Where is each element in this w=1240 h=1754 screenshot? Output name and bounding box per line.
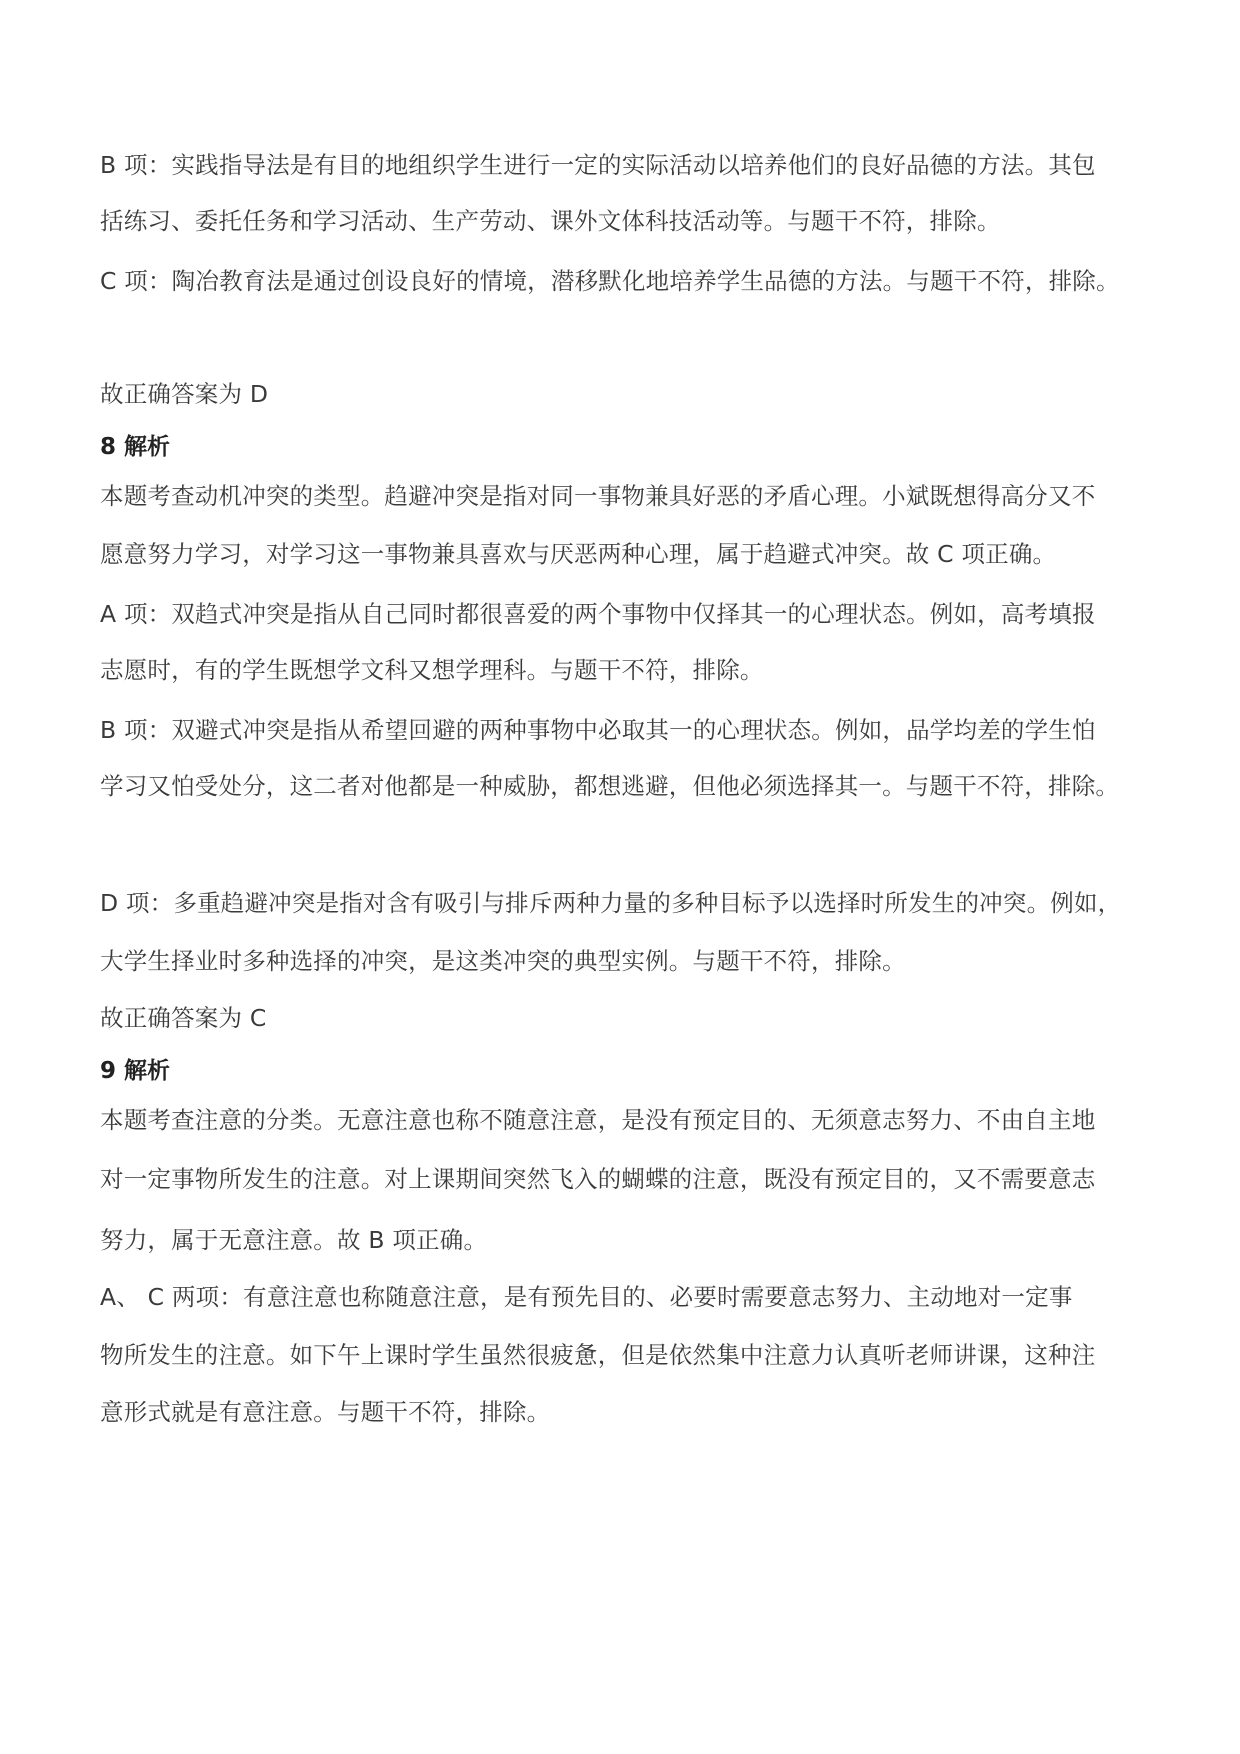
q8-option-a-line-1: A 项：双趋式冲突是指从自己同时都很喜爱的两个事物中仅择其一的心理状态。例如，高考填报: [100, 600, 1096, 628]
option-b-line-1: B 项：实践指导法是有目的地组织学生进行一定的实际活动以培养他们的良好品德的方法。其包: [100, 151, 1096, 179]
q9-option-ac-line-1: A、 C 两项：有意注意也称随意注意，是有预先目的、必要时需要意志努力、主动地对一定事: [100, 1283, 1073, 1311]
option-b-line-2: 括练习、委托任务和学习活动、生产劳动、课外文体科技活动等。与题干不符，排除。: [100, 207, 1001, 235]
q8-intro-line-1: 本题考查动机冲突的类型。趋避冲突是指对同一事物兼具好恶的矛盾心理。小斌既想得高分又不: [100, 482, 1096, 510]
q9-heading: 9 解析: [100, 1058, 171, 1084]
q9-intro-line-3: 努力，属于无意注意。故 B 项正确。: [100, 1226, 488, 1254]
q8-answer-line: 故正确答案为 C: [100, 1004, 267, 1032]
q8-option-a-line-2: 志愿时，有的学生既想学文科又想学理科。与题干不符，排除。: [100, 656, 764, 684]
q9-option-ac-line-2: 物所发生的注意。如下午上课时学生虽然很疲惫，但是依然集中注意力认真听老师讲课，这种注: [100, 1341, 1096, 1369]
q8-intro-line-2: 愿意努力学习，对学习这一事物兼具喜欢与厌恶两种心理，属于趋避式冲突。故 C 项正确。: [100, 540, 1057, 568]
q9-option-ac-line-3: 意形式就是有意注意。与题干不符，排除。: [100, 1398, 551, 1426]
option-c-line: C 项：陶冶教育法是通过创设良好的情境，潜移默化地培养学生品德的方法。与题干不符，排除。: [100, 267, 1120, 295]
answer-line: 故正确答案为 D: [100, 380, 269, 408]
q9-intro-line-1: 本题考查注意的分类。无意注意也称不随意注意，是没有预定目的、无须意志努力、不由自主地: [100, 1106, 1096, 1134]
q8-option-d-line-2: 大学生择业时多种选择的冲突，是这类冲突的典型实例。与题干不符，排除。: [100, 947, 906, 975]
q8-heading: 8 解析: [100, 434, 171, 460]
q8-option-b-line-2: 学习又怕受处分，这二者对他都是一种威胁，都想逃避，但他必须选择其一。与题干不符，排除。: [100, 772, 1120, 800]
q9-intro-line-2: 对一定事物所发生的注意。对上课期间突然飞入的蝴蝶的注意，既没有预定目的，又不需要意志: [100, 1165, 1096, 1193]
q8-option-d-line-1: D 项：多重趋避冲突是指对含有吸引与排斥两种力量的多种目标予以选择时所发生的冲突。例如，: [100, 889, 1122, 917]
q8-option-b-line-1: B 项：双避式冲突是指从希望回避的两种事物中必取其一的心理状态。例如，品学均差的学生怕: [100, 716, 1096, 744]
